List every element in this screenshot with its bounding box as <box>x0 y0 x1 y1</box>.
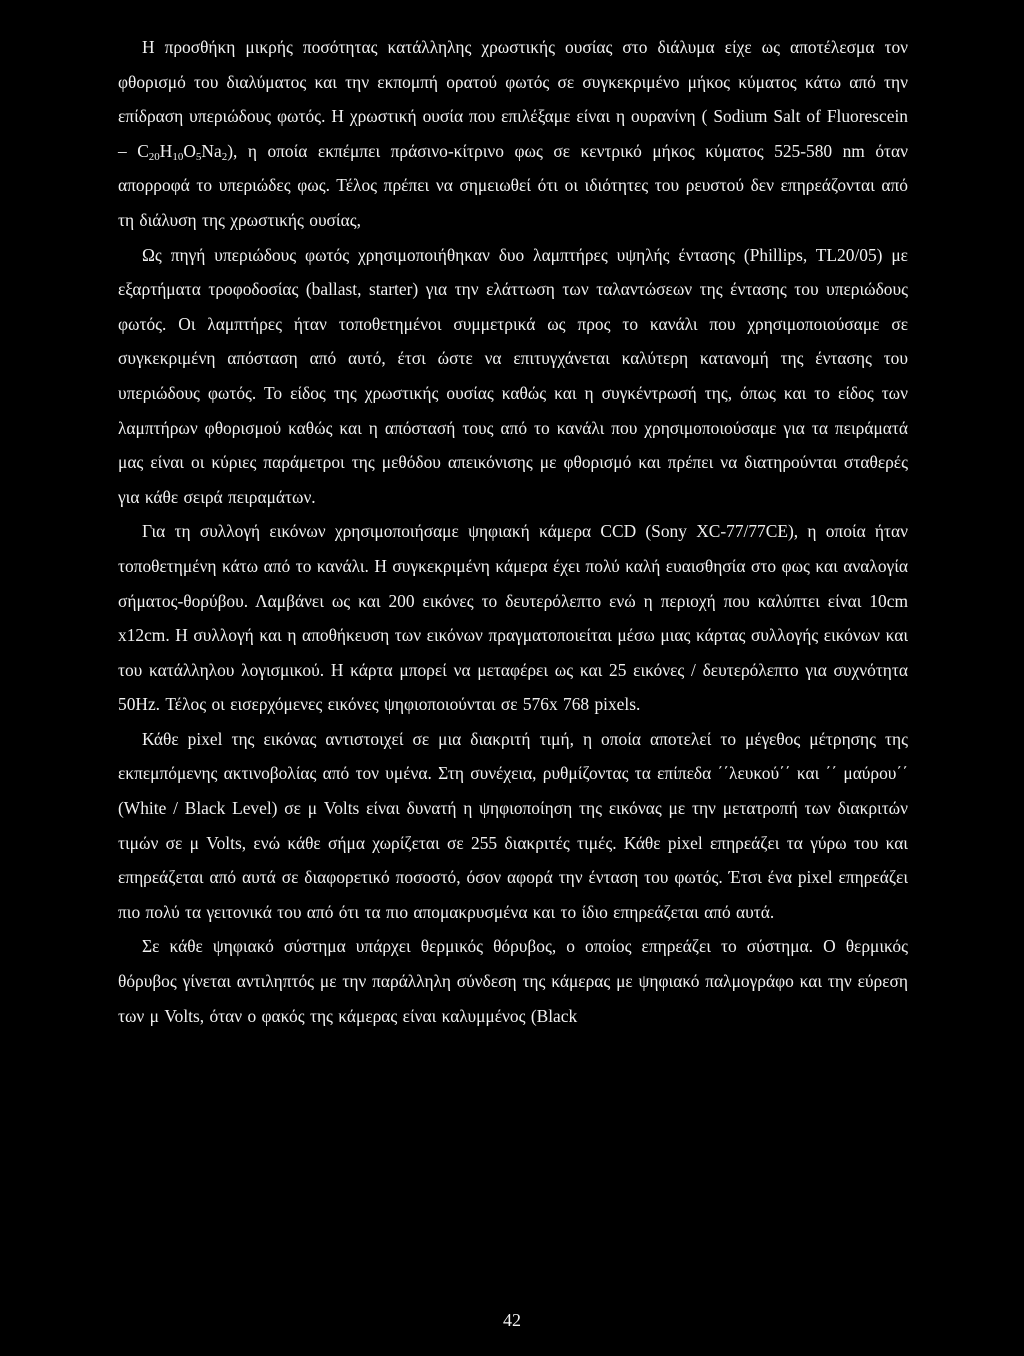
subscript: 2 <box>221 150 228 163</box>
subscript: 20 <box>148 150 160 163</box>
formula-part: O <box>183 140 196 161</box>
page-number: 42 <box>503 1310 521 1330</box>
paragraph-text: ), η οποία εκπέμπει πράσινο-κίτρινο φως σε κεντρικό μήκος κύματος 525-580 nm όταν απορροφά το υπεριώδες φως. Τέλος πρέπει να σημειωθεί ότι οι ιδιότητες του ρευστού δεν επηρεάζονται από τη διάλυση της χρωστικής ουσίας, <box>118 140 908 230</box>
paragraph-thermal-noise: Σε κάθε ψηφιακό σύστημα υπάρχει θερμικός θόρυβος, ο οποίος επηρεάζει το σύστημα. Ο θερμικός θόρυβος γίνεται αντιληπτός με την παράλληλη σύνδεση της κάμερας με ψηφιακό παλμογράφο και την εύρεση των μ Volts, όταν ο φακός της κάμερας είναι καλυμμένος (Black <box>118 936 908 1026</box>
subscript: 5 <box>195 150 202 163</box>
formula-part: Na <box>201 140 222 161</box>
paragraph-fluorescent-dye <box>118 30 908 238</box>
paragraph-camera: Για τη συλλογή εικόνων χρησιμοποιήσαμε ψηφιακή κάμερα CCD (Sony XC-77/77CE), η οποία ήταν τοποθετημένη κάτω από το κανάλι. Η συγκεκριμένη κάμερα έχει πολύ καλή ευαισθησία στο φως και αναλογία σήματος-θορύβου. Λαμβάνει ως και 200 εικόνες το δευτερόλεπτο ενώ η περιοχή που καλύπτει είναι 10cm x12cm. Η συλλογή και η αποθήκευση των εικόνων πραγματοποιείται μέσω μιας κάρτας συλλογής εικόνων και του κατάλληλου λογισμικού. Η κάρτα μπορεί να μεταφέρει ως και 25 εικόνες / δευτερόλεπτο για συχνότητα 50Hz. Τέλος οι εισερχόμενες εικόνες ψηφιοποιούνται σε 576x 768 pixels. <box>118 521 908 715</box>
paragraph-text: Η προσθήκη μικρής ποσότητας κατάλληλης χρωστικής ουσίας στο διάλυμα είχε ως αποτέλεσμα τον φθορισμό του διαλύματος και την εκπομπή ορατού φωτός σε συγκεκριμένο μήκος κύματος κάτω από την επίδραση υπεριώδους φωτός. Η χρωστική ουσία που επιλέξαμε είναι η ουρανίνη ( Sodium Salt of Fluorescein – C <box>118 37 908 161</box>
document-body <box>118 30 908 1033</box>
subscript: 10 <box>172 150 184 163</box>
paragraph-pixel: Κάθε pixel της εικόνας αντιστοιχεί σε μια διακριτή τιμή, η οποία αποτελεί το μέγεθος μέτρησης της εκπεμπόμενης ακτινοβολίας από τον υμένα. Στη συνέχεια, ρυθμίζοντας τα επίπεδα ΄΄λευκού΄΄ και ΄΄ μαύρου΄΄ (White / Black Level) σε μ Volts είναι δυνατή η ψηφιοποίηση της εικόνας με την μετατροπή των διακριτών τιμών σε μ Volts, ενώ κάθε σήμα χωρίζεται σε 255 διακριτές τιμές. Κάθε pixel επηρεάζει τα γύρω του και επηρεάζεται από αυτά σε διαφορετικό ποσοστό, όσον αφορά την ένταση του φωτός. Έτσι ένα pixel επηρεάζει πιο πολύ τα γειτονικά του από ότι τα πιο απομακρυσμένα και το ίδιο επηρεάζεται από αυτά. <box>118 728 908 922</box>
formula-part: H <box>159 140 173 161</box>
paragraph-uv-source: Ως πηγή υπεριώδους φωτός χρησιμοποιήθηκαν δυο λαμπτήρες υψηλής έντασης (Phillips, TL20/05) με εξαρτήματα τροφοδοσίας (ballast, starter) για την ελάττωση των ταλαντώσεων της έντασης του υπεριώδους φωτός. Οι λαμπτήρες ήταν τοποθετημένοι συμμετρικά ως προς το κανάλι που χρησιμοποιούσαμε σε συγκεκριμένη απόσταση από αυτό, έτσι ώστε να επιτυγχάνεται καλύτερη κατανομή της έντασης του υπεριώδους φωτός. Το είδος της χρωστικής ουσίας καθώς και η συγκέντρωσή της, όπως και το είδος των λαμπτήρων φθορισμού καθώς και η απόστασή τους από το κανάλι που χρησιμοποιούσαμε για τα πειράματά μας είναι οι κύριες παράμετροι της μεθόδου απεικόνισης με φθορισμό και πρέπει να διατηρούνται σταθερές για κάθε σειρά πειραμάτων. <box>118 244 908 507</box>
